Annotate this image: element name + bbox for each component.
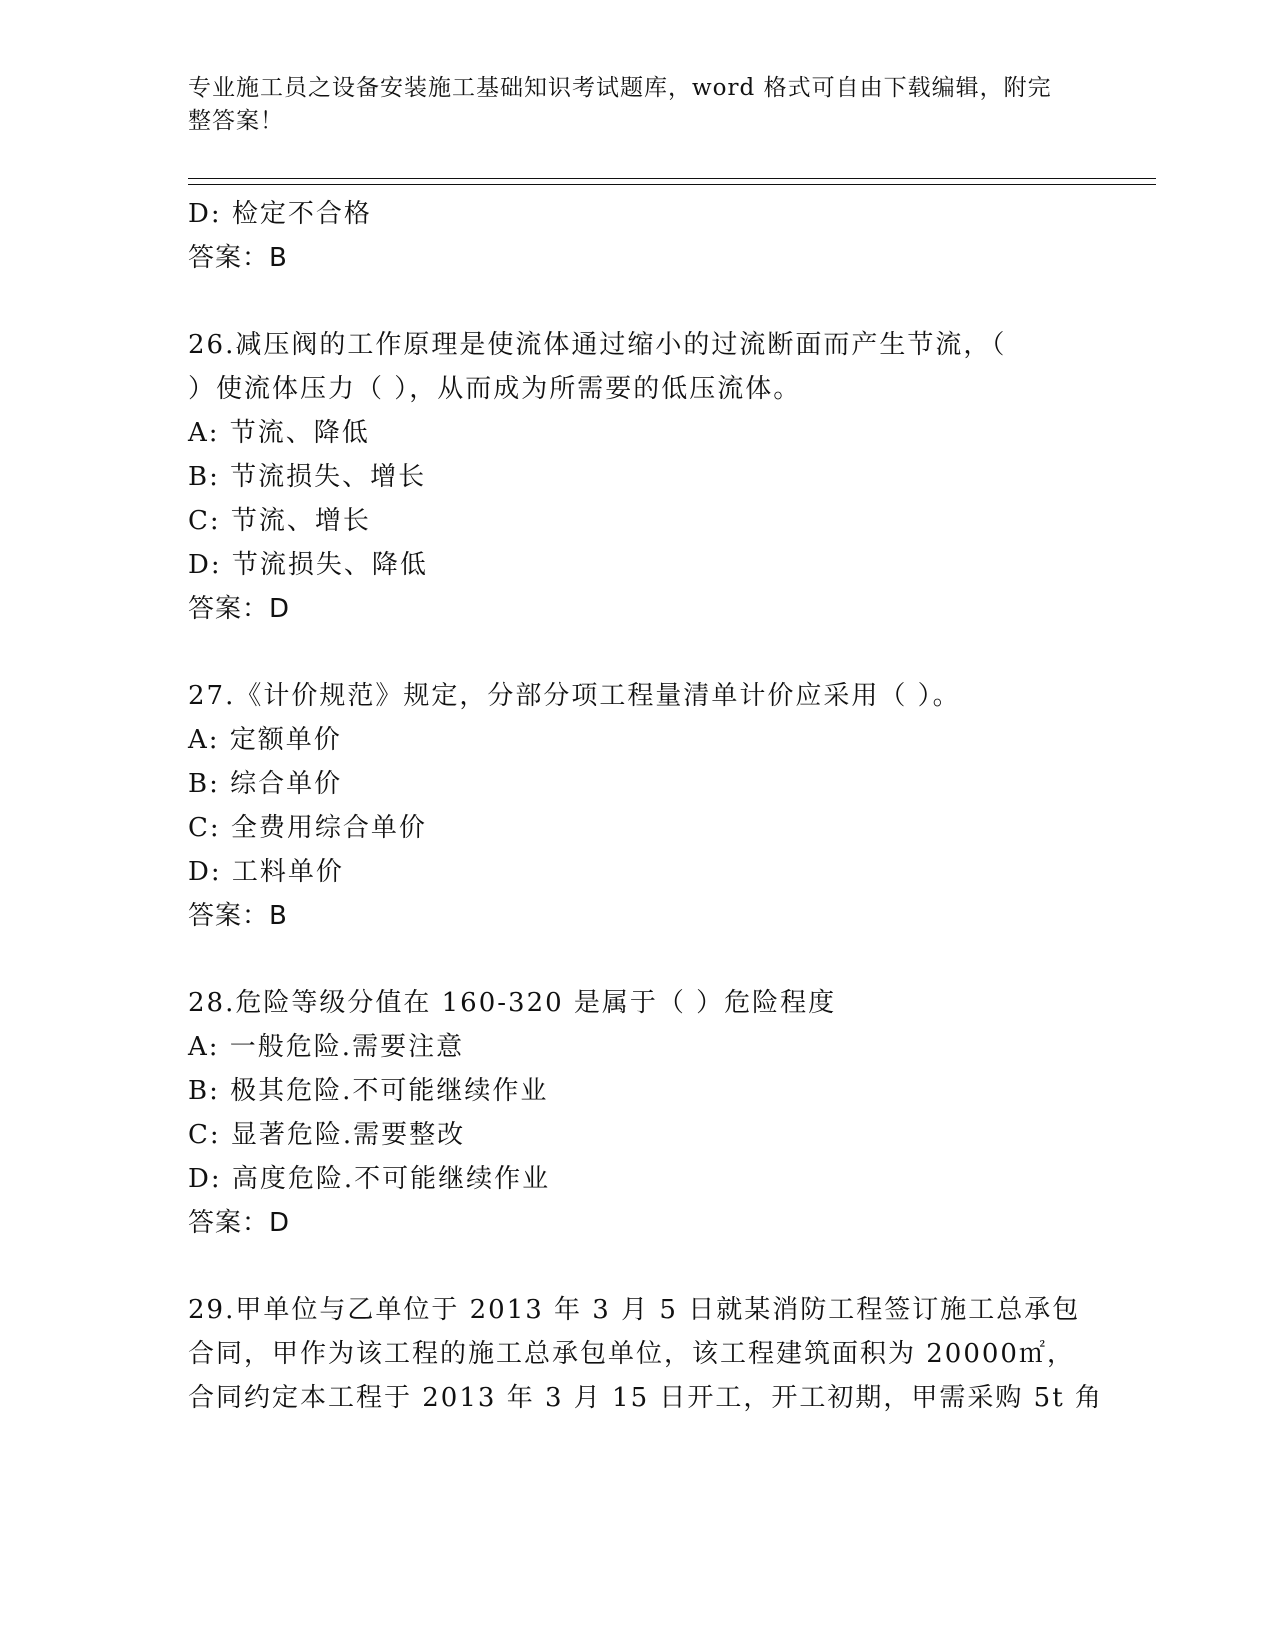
- q26-option-a: A: 节流、降低: [188, 418, 370, 448]
- q26-answer: 答案：D: [188, 594, 291, 624]
- q28-option-b: B: 极其危险.不可能继续作业: [188, 1076, 549, 1106]
- q27-option-d: D: 工料单价: [188, 857, 344, 887]
- q29-stem-line-3: 合同约定本工程于 2013 年 3 月 15 日开工，开工初期，甲需采购 5t 角: [188, 1383, 1103, 1413]
- header-divider-bottom: [188, 184, 1156, 185]
- q27-option-b: B: 综合单价: [188, 769, 343, 799]
- q26-option-d: D: 节流损失、降低: [188, 550, 428, 580]
- header-line-1: 专业施工员之设备安装施工基础知识考试题库，word 格式可自由下载编辑，附完: [188, 75, 1052, 101]
- prev-option-d: D: 检定不合格: [188, 199, 372, 229]
- q26-option-b: B: 节流损失、增长: [188, 462, 427, 492]
- q26-stem-line-2: ）使流体压力（ ），从而成为所需要的低压流体。: [188, 374, 802, 404]
- q28-option-d: D: 高度危险.不可能继续作业: [188, 1164, 551, 1194]
- q26-option-c: C: 节流、增长: [188, 506, 371, 536]
- header-divider-top: [188, 178, 1156, 179]
- q26-stem-line-1: 26.减压阀的工作原理是使流体通过缩小的过流断面而产生节流，（: [188, 330, 1007, 360]
- q27-answer: 答案：B: [188, 901, 288, 931]
- prev-answer: 答案：B: [188, 243, 288, 273]
- q27-option-c: C: 全费用综合单价: [188, 813, 427, 843]
- q28-option-a: A: 一般危险.需要注意: [188, 1032, 465, 1062]
- q28-stem-line-1: 28.危险等级分值在 160-320 是属于（ ）危险程度: [188, 988, 837, 1018]
- q29-stem-line-2: 合同，甲作为该工程的施工总承包单位，该工程建筑面积为 20000㎡，: [188, 1339, 1075, 1369]
- q28-answer: 答案：D: [188, 1208, 291, 1238]
- header-line-2: 整答案！: [188, 108, 284, 134]
- document-header: [188, 72, 1068, 138]
- q27-stem-line-1: 27.《计价规范》规定，分部分项工程量清单计价应采用（ ）。: [188, 681, 961, 711]
- q29-stem-line-1: 29.甲单位与乙单位于 2013 年 3 月 5 日就某消防工程签订施工总承包: [188, 1295, 1081, 1325]
- q28-option-c: C: 显著危险.需要整改: [188, 1120, 466, 1150]
- q27-option-a: A: 定额单价: [188, 725, 342, 755]
